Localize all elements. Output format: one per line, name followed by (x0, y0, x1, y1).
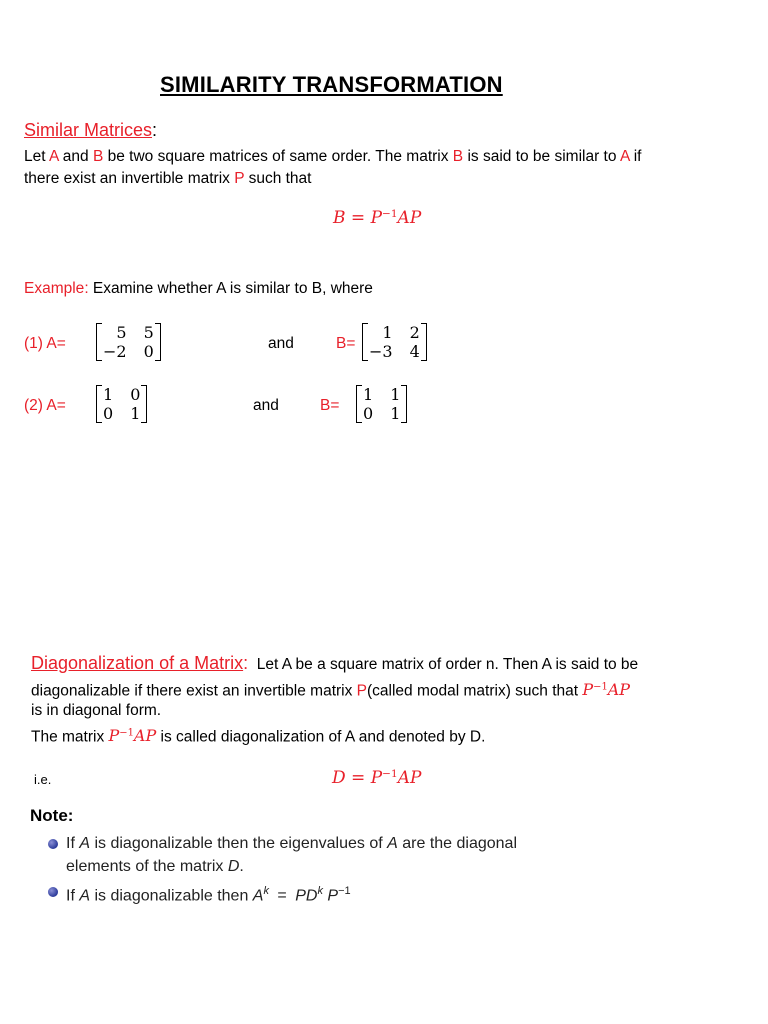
text: if (629, 148, 642, 165)
formula-rest: AP (397, 768, 422, 788)
exp: −1 (338, 885, 351, 897)
text: is diagonalizable then the eigenvalues of (90, 835, 388, 852)
var: PD (295, 887, 318, 905)
example-colon: : (84, 280, 89, 297)
bracket-right (401, 385, 407, 423)
text: and (58, 148, 93, 165)
similar-heading-colon: : (152, 120, 158, 140)
similarity-formula (333, 208, 421, 228)
formula-eq: = (345, 208, 371, 228)
cell: 5 (116, 323, 127, 342)
text: (called modal matrix) such that (367, 682, 583, 700)
matrix (360, 385, 403, 423)
formula-lhs: D (332, 768, 346, 788)
diag-line2 (31, 677, 630, 702)
text: be two square matrices of same order. The matrix (103, 148, 453, 165)
var: A (79, 835, 91, 852)
diagonalization-formula (332, 768, 421, 788)
cell: 1 (130, 404, 141, 423)
bracket-left (96, 385, 102, 423)
example-label: Example (24, 280, 85, 297)
diag-text: Let A be a square matrix of order n. Then A is said to be (256, 656, 639, 673)
cell: −2 (103, 342, 127, 361)
example-2-and: and (253, 397, 279, 414)
bracket-right (141, 385, 147, 423)
cell: 1 (390, 385, 401, 404)
inline-formula (582, 680, 630, 699)
eq: = (272, 887, 292, 905)
example-text: Examine whether A is similar to B, where (88, 280, 373, 297)
text: such that (244, 170, 312, 187)
diag-line3: is in diagonal form. (31, 702, 162, 719)
note-title: Note: (30, 806, 74, 825)
formula-p: P (108, 726, 120, 746)
text: is called diagonalization of A and denoted by D. (156, 728, 486, 746)
text: If (66, 835, 80, 852)
cell: −3 (369, 342, 393, 361)
matrix (366, 323, 423, 361)
formula-exp: −1 (593, 682, 608, 693)
example-line (24, 278, 373, 300)
formula-p: P (370, 768, 383, 788)
similar-heading-text: Similar Matrices (24, 120, 153, 140)
bullet-icon (48, 839, 58, 849)
cell: 2 (409, 323, 420, 342)
similar-def-line2 (24, 168, 311, 190)
diag-heading-colon: : (243, 653, 249, 673)
cell: 0 (130, 385, 141, 404)
bracket-left (96, 323, 102, 361)
exp: k (317, 885, 323, 897)
cell: 4 (409, 342, 420, 361)
diag-line4 (31, 723, 485, 748)
formula-exp: −1 (382, 208, 398, 221)
text: Let (24, 148, 49, 165)
example-2-matrix-a (100, 385, 143, 423)
formula-p: P (582, 680, 594, 700)
var-p: P (234, 170, 245, 187)
note-item-1-line2 (66, 855, 244, 878)
text: elements of the matrix (66, 858, 228, 875)
cell: 1 (390, 404, 401, 423)
example-1-matrix-a (100, 323, 157, 361)
text: The matrix (31, 728, 109, 746)
text: If (66, 887, 80, 905)
var: P (327, 887, 339, 905)
text: are the diagonal (397, 835, 517, 852)
diag-line1 (31, 652, 638, 676)
example-1-label: (1) A= (24, 335, 66, 352)
var-b: B (92, 148, 104, 165)
note-item-2 (66, 880, 351, 907)
cell: 0 (143, 342, 154, 361)
page-title: SIMILARITY TRANSFORMATION (160, 72, 503, 97)
exp: k (263, 885, 269, 897)
bracket-left (356, 385, 362, 423)
formula-p: P (370, 208, 383, 228)
var-p: P (356, 682, 368, 700)
cell: 1 (363, 385, 374, 404)
var: A (387, 835, 398, 852)
bracket-left (362, 323, 368, 361)
cell: 5 (143, 323, 154, 342)
var: A (252, 887, 264, 905)
var: D (227, 858, 240, 875)
text: is diagonalizable then (90, 887, 253, 905)
diag-heading: Diagonalization of a Matrix (31, 653, 244, 673)
cell: 0 (103, 404, 114, 423)
formula-rest: AP (607, 680, 631, 700)
similar-def-line1 (24, 146, 641, 168)
ie-label: i.e. (34, 772, 52, 787)
formula-rest: AP (133, 726, 157, 746)
var-a: A (619, 148, 630, 165)
formula-eq: = (345, 768, 371, 788)
inline-formula (109, 726, 157, 745)
cell: 1 (103, 385, 114, 404)
text: diagonalizable if there exist an invertible matrix (31, 682, 357, 700)
bracket-right (421, 323, 427, 361)
formula-lhs: B (333, 208, 346, 228)
var-b: B (452, 148, 464, 165)
formula-exp: −1 (382, 768, 398, 781)
formula-exp: −1 (119, 728, 134, 739)
var: A (79, 887, 91, 905)
example-2-b-label: B= (320, 397, 340, 414)
text: there exist an invertible matrix (24, 170, 235, 187)
example-2-label: (2) A= (24, 397, 66, 414)
matrix (100, 385, 143, 423)
note-item-1-line1 (66, 832, 517, 855)
similar-heading (24, 120, 157, 141)
example-2-matrix-b (360, 385, 403, 423)
example-1-matrix-b (366, 323, 423, 361)
cell: 1 (382, 323, 393, 342)
text: . (239, 858, 244, 875)
var-a: A (49, 148, 59, 165)
bracket-right (155, 323, 161, 361)
example-1-and: and (268, 335, 294, 352)
matrix (100, 323, 157, 361)
bullet-icon (48, 887, 58, 897)
formula-rest: AP (397, 208, 422, 228)
cell: 0 (363, 404, 374, 423)
example-1-b-label: B= (336, 335, 356, 352)
text: is said to be similar to (463, 148, 620, 165)
